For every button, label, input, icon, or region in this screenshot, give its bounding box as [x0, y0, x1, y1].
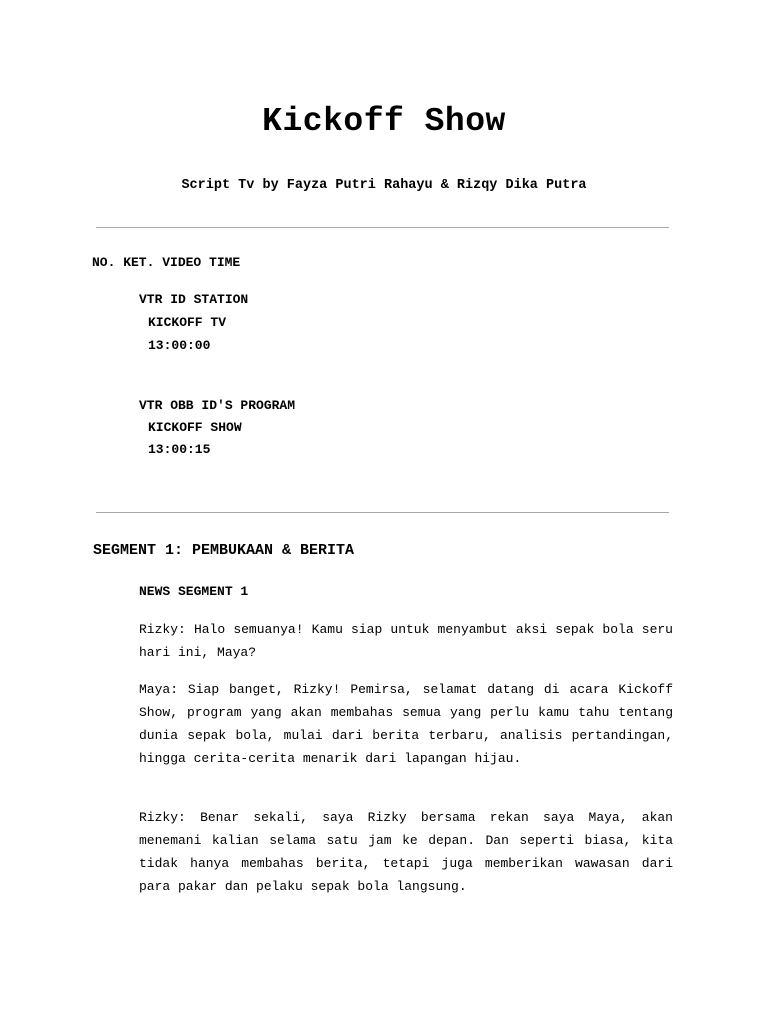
dialogue-paragraph: Rizky: Benar sekali, saya Rizky bersama rekan saya Maya, akan menemani kalian selama satu jam ke depan. Dan seperti biasa, kita tidak hanya membahas berita, tetapi juga memberikan wawasan dari para pakar dan pelaku sepak bola langsung. [139, 810, 673, 894]
vtr-time: 13:00:15 [148, 442, 211, 457]
table-header: NO. KET. VIDEO TIME [92, 255, 241, 270]
vtr-label: VTR ID STATION [139, 292, 249, 307]
vtr-label: VTR OBB ID'S PROGRAM [139, 398, 296, 413]
news-segment-label: NEWS SEGMENT 1 [139, 584, 249, 599]
divider [96, 512, 669, 513]
vtr-time: 13:00:00 [148, 338, 211, 353]
document-subtitle: Script Tv by Fayza Putri Rahayu & Rizqy Dika Putra [181, 178, 587, 193]
vtr-name: KICKOFF TV [148, 315, 227, 330]
document-title: Kickoff Show [262, 103, 506, 140]
divider [96, 227, 669, 228]
dialogue-paragraph: Rizky: Halo semuanya! Kamu siap untuk menyambut aksi sepak bola seru hari ini, Maya? [139, 622, 673, 660]
vtr-name: KICKOFF SHOW [148, 420, 242, 435]
dialogue-paragraph: Maya: Siap banget, Rizky! Pemirsa, selamat datang di acara Kickoff Show, program yang akan membahas semua yang perlu kamu tahu tentang dunia sepak bola, mulai dari berita terbaru, analisis pertandingan, hingga cerita-cerita menarik dari lapangan hijau. [139, 682, 673, 766]
segment-heading: SEGMENT 1: PEMBUKAAN & BERITA [93, 542, 355, 559]
